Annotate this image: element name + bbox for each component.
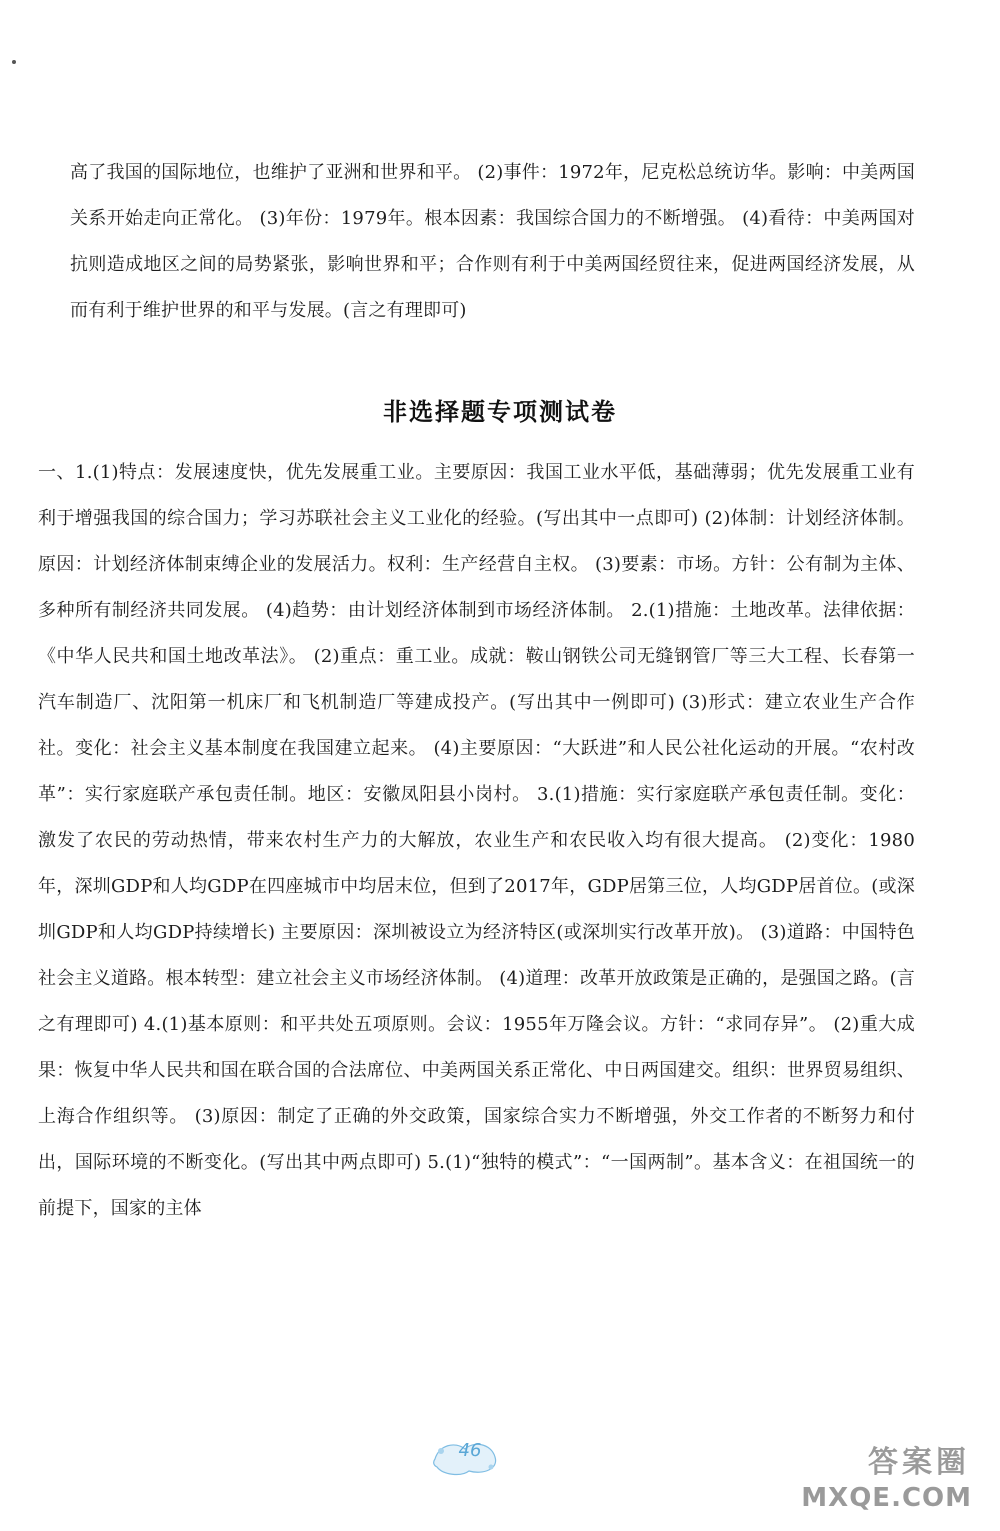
section-title: 非选择题专项测试卷 [383, 398, 617, 426]
margin-mark [12, 60, 16, 64]
page-number: 46 [458, 1440, 482, 1461]
watermark-url: MXQE.COM [801, 1483, 972, 1513]
watermark-logo [785, 1447, 990, 1523]
section-answer-paragraph: 一、1.(1)特点：发展速度快，优先发展重工业。主要原因：我国工业水平低，基础薄弱；优先发展重工业有利于增强我国的综合国力；学习苏联社会主义工业化的经验。(写出其中一点即可) (2)体制：计划经济体制。原因：计划经济体制束缚企业的发展活力。权利：生产经营自主权。 (3)要素：市场。方针：公有制为主体、多种所有制经济共同发展。 (4)趋势：由计划经济体制到市场经济体制。 2.(1)措施：土地改革。法律依据：《中华人民共和国土地改革法》。 (2)重点：重工业。成就：鞍山钢铁公司无缝钢管厂等三大工程、长春第一汽车制造厂、沈阳第一机床厂和飞机制造厂等建成投产。(写出其中一例即可) (3)形式：建立农业生产合作社。变化：社会主义基本制度在我国建立起来。 (4)主要原因：“大跃进”和人民公社化运动的开展。“农村改革”：实行家庭联产承包责任制。地区：安徽凤阳县小岗村。 3.(1)措施：实行家庭联产承包责任制。变化：激发了农民的劳动热情，带来农村生产力的大解放，农业生产和农民收入均有很大提高。 (2)变化：1980年，深圳GDP和人均GDP在四座城市中均居末位，但到了2017年，GDP居第三位，人均GDP居首位。(或深圳GDP和人均GDP持续增长) 主要原因：深圳被设立为经济特区(或深圳实行改革开放)。 (3)道路：中国特色社会主义道路。根本转型：建立社会主义市场经济体制。 (4)道理：改革开放政策是正确的，是强国之路。(言之有理即可) 4.(1)基本原则：和平共处五项原则。会议：1955年万隆会议。方针：“求同存异”。 (2)重大成果：恢复中华人民共和国在联合国的合法席位、中美两国关系正常化、中日两国建交。组织：世界贸易组织、上海合作组织等。 (3)原因：制定了正确的外交政策，国家综合实力不断增强，外交工作者的不断努力和付出，国际环境的不断变化。(写出其中两点即可) 5.(1)“独特的模式”：“一国两制”。基本含义：在祖国统一的前提下，国家的主体 [38, 462, 915, 1219]
watermark-title: 答案圈 [868, 1445, 970, 1480]
answer-continuation-paragraph: 高了我国的国际地位，也维护了亚洲和世界和平。 (2)事件：1972年，尼克松总统访华。影响：中美两国关系开始走向正常化。 (3)年份：1979年。根本因素：我国综合国力的不断增强。 (4)看待：中美两国对抗则造成地区之间的局势紧张，影响世界和平；合作则有利于中美两国经贸往来，促进两国经济发展，从而有利于维护世界的和平与发展。(言之有理即可) [70, 162, 915, 321]
